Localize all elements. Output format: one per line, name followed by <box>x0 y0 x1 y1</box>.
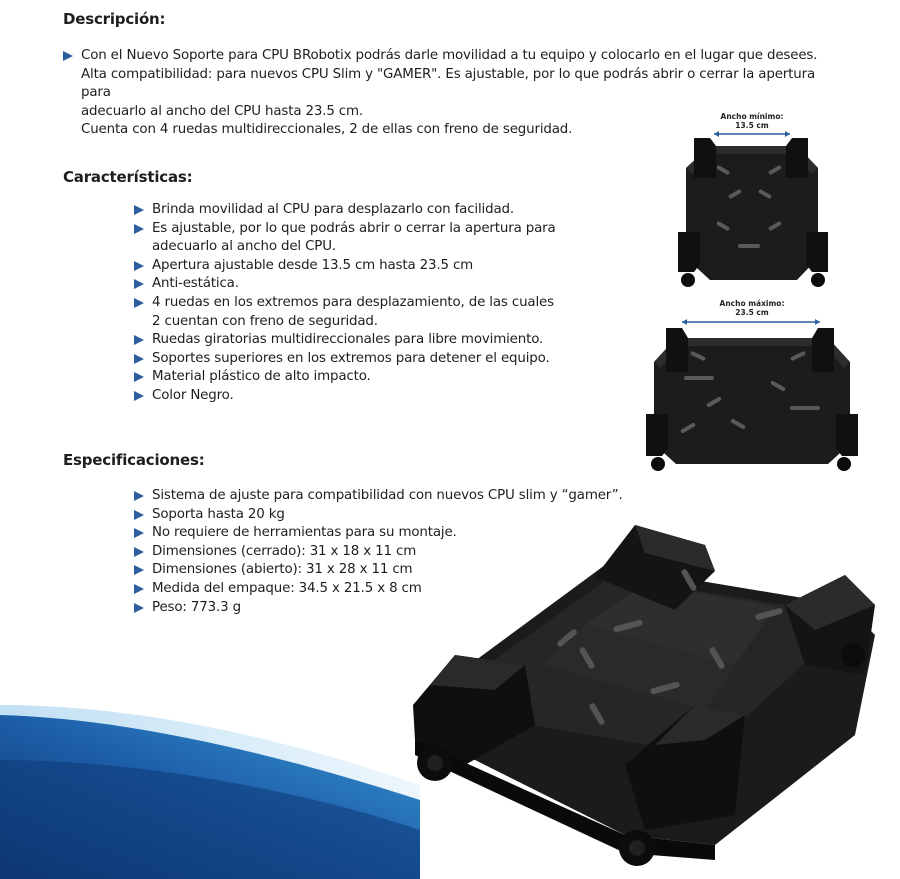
ancho-maximo-label: Ancho máximo: 23.5 cm <box>719 299 785 317</box>
bullet-arrow-icon <box>134 298 144 308</box>
descripcion-heading: Descripción: <box>63 10 166 28</box>
list-item: Dimensiones (abierto): 31 x 28 x 11 cm <box>134 561 654 580</box>
bullet-arrow-icon <box>134 603 144 613</box>
bullet-arrow-icon <box>134 279 144 289</box>
descripcion-line: Cuenta con 4 ruedas multidireccionales, 2 de ellas con freno de seguridad. <box>81 122 573 138</box>
descripcion-line: adecuarlo al ancho del CPU hasta 23.5 cm. <box>81 103 364 119</box>
bullet-arrow-icon <box>134 510 144 520</box>
cpu-stand-closed-image <box>672 128 832 293</box>
bullet-arrow-icon <box>134 224 144 234</box>
bullet-arrow-icon <box>134 547 144 557</box>
bullet-arrow-icon <box>134 491 144 501</box>
especificaciones-heading: Especificaciones: <box>63 451 205 469</box>
descripcion-line: Alta compatibilidad: para nuevos CPU Slim y "GAMER". Es ajustable, por lo que podrás abrir o cerrar la apertura para <box>81 66 815 101</box>
list-item: Sistema de ajuste para compatibilidad con nuevos CPU slim y “gamer”. <box>134 487 654 506</box>
bullet-arrow-icon <box>134 205 144 215</box>
list-item: Brinda movilidad al CPU para desplazarlo con facilidad. <box>134 201 564 220</box>
cpu-stand-large-image <box>405 515 885 875</box>
bullet-arrow-icon <box>134 584 144 594</box>
bullet-arrow-icon <box>134 565 144 575</box>
bullet-arrow-icon <box>63 51 73 61</box>
caracteristicas-heading: Características: <box>63 168 193 186</box>
list-item: Apertura ajustable desde 13.5 cm hasta 23.5 cm <box>134 257 564 276</box>
list-item: Color Negro. <box>134 387 564 406</box>
list-item: Medida del empaque: 34.5 x 21.5 x 8 cm <box>134 580 654 599</box>
list-item: Peso: 773.3 g <box>134 599 654 618</box>
bullet-arrow-icon <box>134 391 144 401</box>
list-item: No requiere de herramientas para su montaje. <box>134 524 654 543</box>
bullet-arrow-icon <box>134 261 144 271</box>
list-item: Es ajustable, por lo que podrás abrir o cerrar la apertura para adecuarlo al ancho del CPU. <box>134 220 564 257</box>
list-item: Soporta hasta 20 kg <box>134 506 654 525</box>
cpu-stand-open-image <box>640 314 860 476</box>
list-item: Material plástico de alto impacto. <box>134 368 564 387</box>
list-item: Dimensiones (cerrado): 31 x 18 x 11 cm <box>134 543 654 562</box>
descripcion-line: Con el Nuevo Soporte para CPU BRobotix podrás darle movilidad a tu equipo y colocarlo en el lugar que desees. <box>81 48 818 63</box>
list-item: 4 ruedas en los extremos para desplazamiento, de las cuales 2 cuentan con freno de seguridad. <box>134 294 564 331</box>
list-item: Soportes superiores en los extremos para detener el equipo. <box>134 350 564 369</box>
ancho-minimo-label: Ancho mínimo: 13.5 cm <box>720 112 784 130</box>
list-item: Ruedas giratorias multidireccionales para libre movimiento. <box>134 331 564 350</box>
bullet-arrow-icon <box>134 372 144 382</box>
caracteristicas-list <box>134 201 564 406</box>
bullet-arrow-icon <box>134 335 144 345</box>
bullet-arrow-icon <box>134 528 144 538</box>
list-item: Anti-estática. <box>134 275 564 294</box>
bullet-arrow-icon <box>134 354 144 364</box>
